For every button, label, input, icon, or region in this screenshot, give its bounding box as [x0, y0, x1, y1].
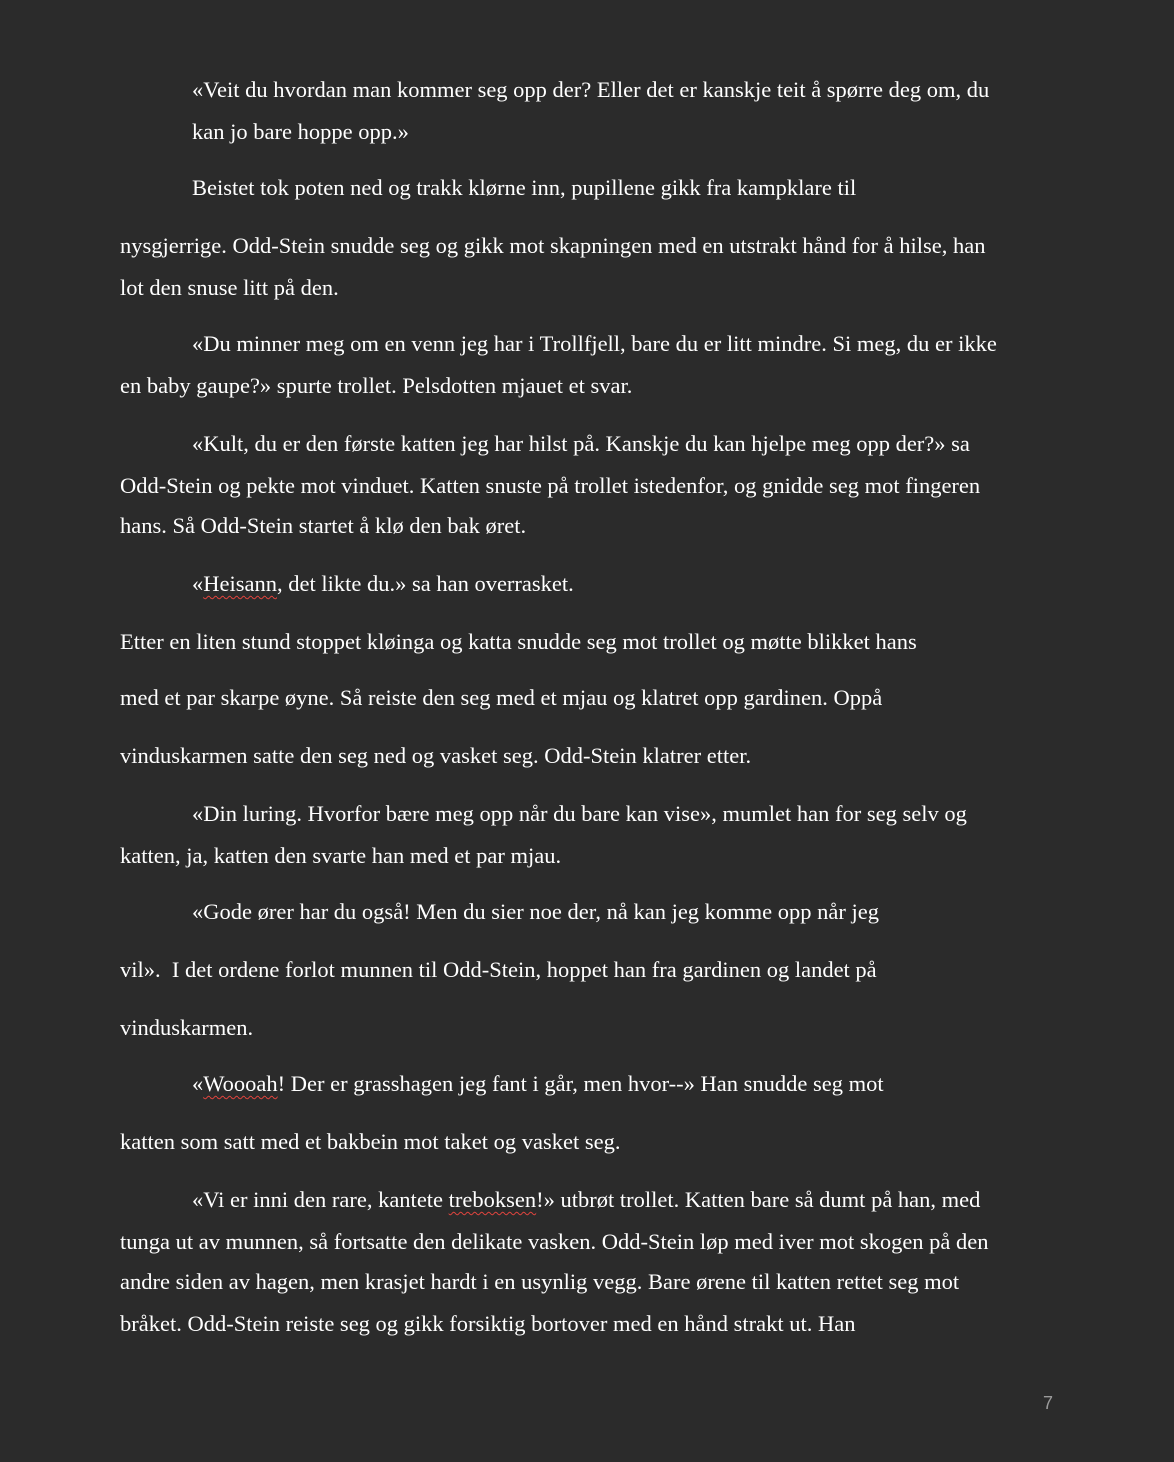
text-line: hans. Så Odd-Stein startet å klø den bak øret.: [120, 513, 527, 538]
misspelled-word[interactable]: treboksen: [448, 1187, 537, 1212]
text-line: «Du minner meg om en venn jeg har i Trollfjell, bare du er litt mindre. Si meg, du er ikke: [192, 331, 997, 356]
text-line: Beistet tok poten ned og trakk klørne inn, pupillene gikk fra kampklare til: [192, 175, 857, 200]
page-number: 7: [1043, 1393, 1054, 1413]
text-line: «Din luring. Hvorfor bære meg opp når du bare kan vise», mumlet han for seg selv og: [192, 801, 967, 826]
text-line: bråket. Odd-Stein reiste seg og gikk forsiktig bortover med en hånd strakt ut. Han: [120, 1311, 856, 1336]
text-segment: !» utbrøt trollet. Katten bare så dumt på han, med: [536, 1187, 981, 1212]
text-line: [192, 570, 574, 598]
text-line: med et par skarpe øyne. Så reiste den seg med et mjau og klatret opp gardinen. Oppå: [120, 685, 883, 710]
text-segment: «Vi er inni den rare, kantete: [192, 1187, 449, 1212]
text-line: Etter en liten stund stoppet kløinga og katta snudde seg mot trollet og møtte blikket hans: [120, 629, 917, 654]
text-line: «Kult, du er den første katten jeg har hilst på. Kanskje du kan hjelpe meg opp der?» sa: [192, 431, 970, 456]
text-line: «Veit du hvordan man kommer seg opp der? Eller det er kanskje teit å spørre deg om, du: [192, 77, 990, 102]
text-line: tunga ut av munnen, så fortsatte den delikate vasken. Odd-Stein løp med iver mot skogen på den: [120, 1229, 989, 1254]
misspelled-word[interactable]: Heisann: [203, 571, 277, 596]
text-line: katten, ja, katten den svarte han med et par mjau.: [120, 843, 562, 868]
text-line: vinduskarmen satte den seg ned og vasket seg. Odd-Stein klatrer etter.: [120, 743, 752, 768]
text-line: vil». I det ordene forlot munnen til Odd-Stein, hoppet han fra gardinen og landet på: [120, 957, 877, 982]
text-line: «Gode ører har du også! Men du sier noe der, nå kan jeg komme opp når jeg: [192, 899, 880, 924]
misspelled-word[interactable]: Woooah: [203, 1071, 278, 1096]
text-segment: «: [192, 571, 204, 596]
text-line: en baby gaupe?» spurte trollet. Pelsdotten mjauet et svar.: [120, 373, 633, 398]
text-segment: ! Der er grasshagen jeg fant i går, men hvor--» Han snudde seg mot: [277, 1071, 884, 1096]
text-line: lot den snuse litt på den.: [120, 275, 339, 300]
text-line: nysgjerrige. Odd-Stein snudde seg og gikk mot skapningen med en utstrakt hånd for å hilse, han: [120, 233, 986, 258]
text-segment: , det likte du.» sa han overrasket.: [276, 571, 574, 596]
text-segment: «: [192, 1071, 204, 1096]
text-line: vinduskarmen.: [120, 1015, 254, 1040]
text-line: Odd-Stein og pekte mot vinduet. Katten snuste på trollet istedenfor, og gnidde seg mot fingeren: [120, 473, 981, 498]
text-line: katten som satt med et bakbein mot taket og vasket seg.: [120, 1129, 621, 1154]
text-line: kan jo bare hoppe opp.»: [192, 119, 409, 144]
text-line: [192, 1186, 980, 1214]
text-line: [192, 1070, 884, 1098]
text-line: andre siden av hagen, men krasjet hardt i en usynlig vegg. Bare ørene til katten rettet seg mot: [120, 1269, 960, 1294]
